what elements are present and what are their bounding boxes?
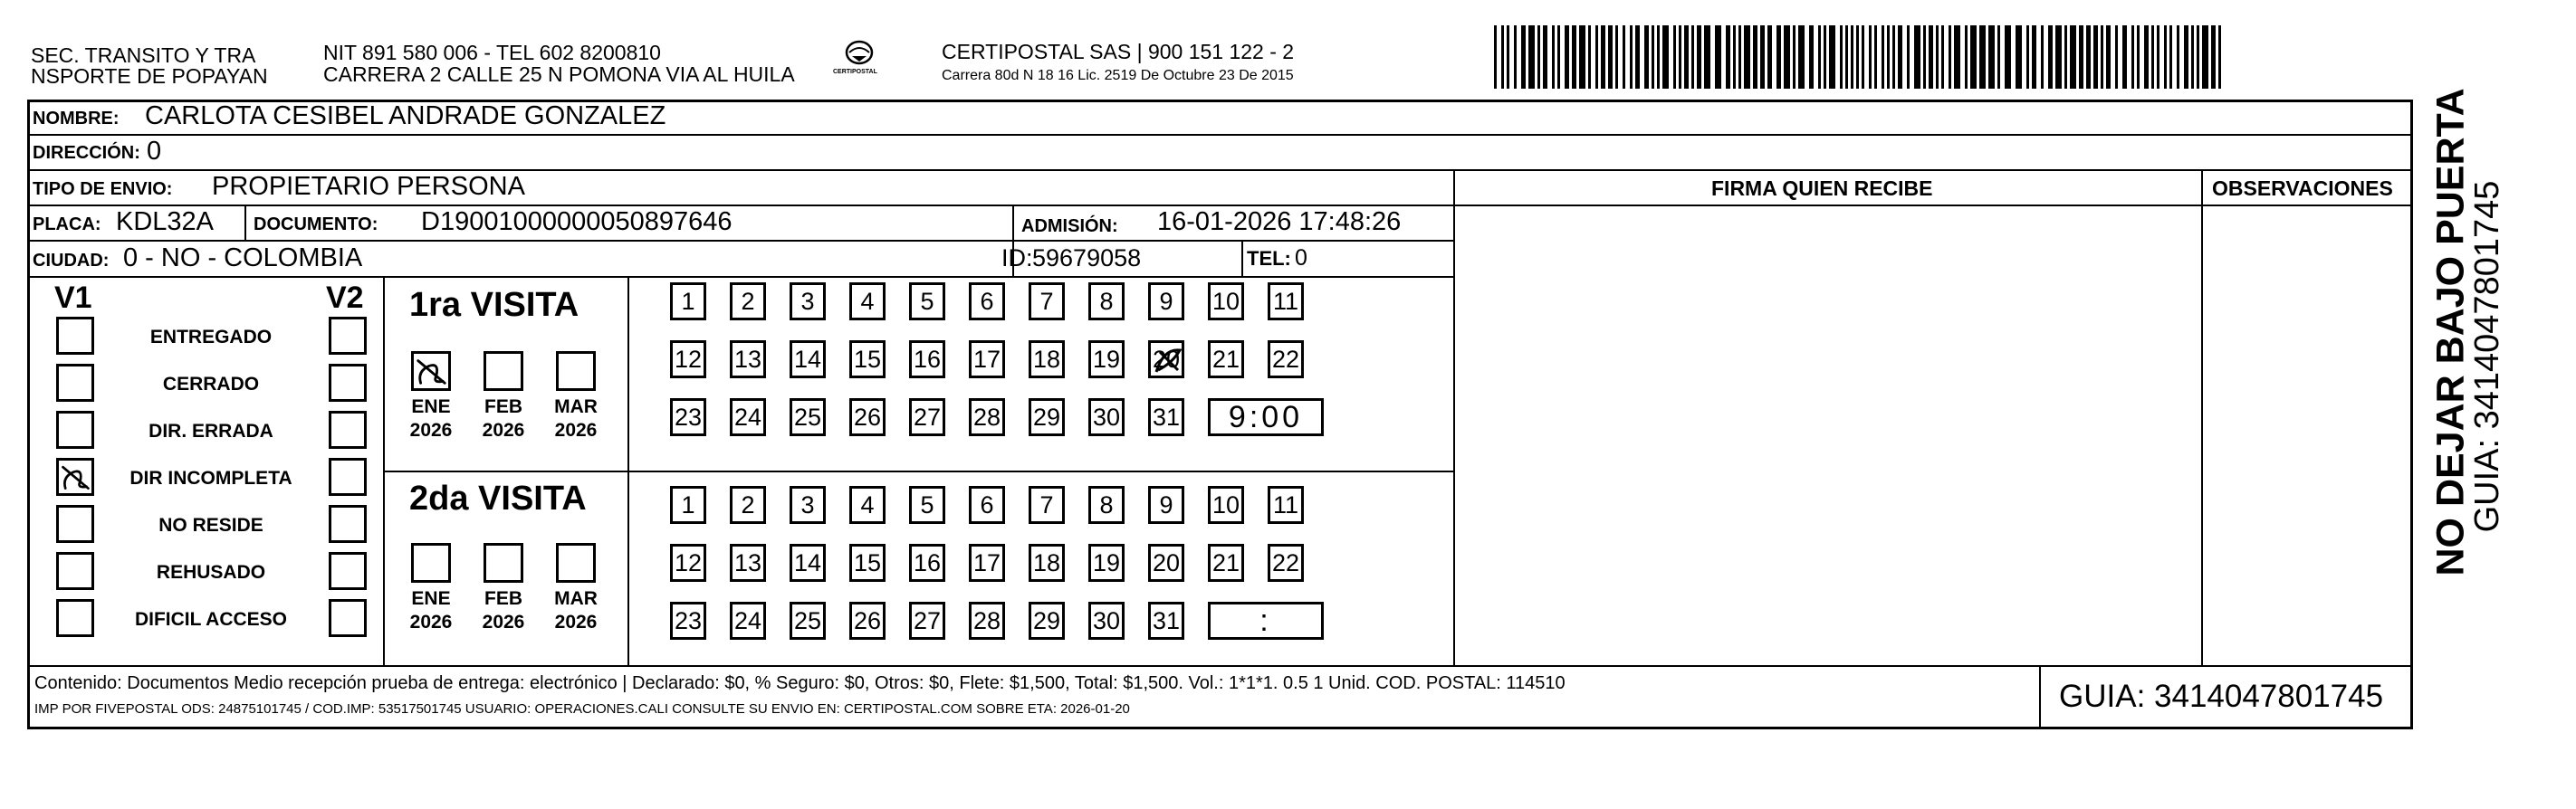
barcode-bar: [1601, 25, 1605, 89]
barcode-bar: [2131, 25, 2134, 89]
ciudad-value: 0 - NO - COLOMBIA: [123, 243, 363, 272]
barcode-bar: [1979, 25, 1986, 89]
barcode-bar: [2070, 25, 2076, 89]
visit1-days: [670, 282, 1422, 468]
barcode-bar: [1824, 25, 1826, 89]
v2-checkbox[interactable]: [329, 364, 367, 402]
month-checkbox[interactable]: [556, 351, 596, 391]
v2-checkbox[interactable]: [329, 552, 367, 590]
v1-checkbox[interactable]: [56, 552, 94, 590]
barcode-bar: [1767, 25, 1772, 89]
barcode-bar: [2157, 25, 2159, 89]
barcode-bar: [1936, 25, 1939, 89]
barcode-bar: [1623, 25, 1625, 89]
month-year: 2026: [482, 420, 525, 441]
barcode-bar: [2101, 25, 2103, 89]
day-box[interactable]: 8: [1088, 282, 1125, 320]
footer-guia: GUIA: 3414047801745: [2059, 679, 2384, 714]
day-box[interactable]: 1: [670, 486, 706, 524]
v1-checkbox[interactable]: [56, 411, 94, 449]
barcode-bar: [1662, 25, 1669, 89]
barcode-bar: [1697, 25, 1701, 89]
day-box[interactable]: 31: [1148, 398, 1184, 436]
barcode-bar: [2026, 25, 2029, 89]
month-checkbox[interactable]: [411, 351, 451, 391]
barcode-bar: [1941, 25, 1944, 89]
logo-caption: CERTIPOSTAL: [833, 69, 877, 75]
visit-time-field[interactable]: 9:00: [1208, 398, 1324, 436]
v1-header: V1: [54, 281, 92, 315]
month-label: MAR: [554, 396, 598, 417]
month-checkbox[interactable]: [411, 543, 451, 583]
visit-time-field[interactable]: :: [1208, 602, 1324, 640]
sender-name-line2: NSPORTE DE POPAYAN: [31, 64, 268, 88]
day-box[interactable]: 19: [1088, 340, 1125, 378]
day-box[interactable]: 8: [1088, 486, 1125, 524]
barcode-bar: [2218, 25, 2221, 89]
barcode-bar: [1862, 25, 1864, 89]
day-box[interactable]: 5: [909, 486, 945, 524]
day-box[interactable]: 4: [849, 486, 886, 524]
day-box[interactable]: 17: [969, 340, 1005, 378]
barcode-bar: [1615, 25, 1618, 89]
barcode-bar: [1501, 25, 1504, 89]
day-box[interactable]: 6: [969, 486, 1005, 524]
month-checkbox[interactable]: [484, 351, 523, 391]
barcode-bar: [1565, 25, 1569, 89]
day-box[interactable]: 20: [1148, 340, 1184, 378]
barcode: [1494, 25, 2228, 89]
status-option-label: CERRADO: [162, 374, 260, 395]
month-year: 2026: [554, 612, 598, 633]
day-box[interactable]: 20: [1148, 544, 1184, 582]
barcode-bar: [2048, 25, 2053, 89]
day-box[interactable]: 3: [790, 486, 826, 524]
barcode-bar: [2202, 25, 2208, 89]
visit1-title: 1ra VISITA: [409, 286, 579, 324]
barcode-bar: [1887, 25, 1890, 89]
barcode-bar: [1733, 25, 1736, 89]
month-year: 2026: [554, 420, 598, 441]
barcode-bar: [1954, 25, 1960, 89]
barcode-bar: [2177, 25, 2179, 89]
barcode-bar: [2137, 25, 2140, 89]
id-label: ID:: [1001, 244, 1033, 271]
barcode-bar: [2122, 25, 2127, 89]
visit2-months: [406, 543, 623, 652]
day-box[interactable]: 27: [909, 398, 945, 436]
day-box[interactable]: 10: [1208, 282, 1244, 320]
side-warning: NO DEJAR BAJO PUERTA: [2428, 88, 2473, 576]
v2-header: V2: [326, 281, 364, 315]
v2-checkbox[interactable]: [329, 599, 367, 637]
day-box[interactable]: 19: [1088, 544, 1125, 582]
barcode-bar: [1845, 25, 1848, 89]
barcode-bar: [1494, 25, 1497, 89]
v1-checkbox[interactable]: [56, 364, 94, 402]
v2-checkbox[interactable]: [329, 411, 367, 449]
barcode-bar: [1809, 25, 1814, 89]
day-box[interactable]: 27: [909, 602, 945, 640]
day-box[interactable]: 26: [849, 602, 886, 640]
barcode-bar: [1630, 25, 1633, 89]
day-box[interactable]: 11: [1268, 282, 1304, 320]
day-box[interactable]: 14: [790, 340, 826, 378]
barcode-bar: [1753, 25, 1757, 89]
barcode-bar: [1744, 25, 1750, 89]
placa-value: KDL32A: [116, 207, 215, 236]
status-options: [53, 317, 378, 652]
barcode-bar: [1997, 25, 2000, 89]
month-label: ENE: [411, 396, 451, 417]
status-option-label: DIFICIL ACCESO: [134, 609, 287, 630]
company-name: CERTIPOSTAL SAS | 900 151 122 - 2: [942, 40, 1295, 63]
barcode-bar: [2191, 25, 2194, 89]
barcode-bar: [1949, 25, 1951, 89]
barcode-bar: [2016, 25, 2022, 89]
day-box[interactable]: 30: [1088, 602, 1125, 640]
barcode-bar: [1988, 25, 1995, 89]
barcode-bar: [1898, 25, 1902, 89]
visit2-title: 2da VISITA: [409, 480, 587, 518]
day-box[interactable]: 29: [1029, 602, 1065, 640]
day-box[interactable]: 18: [1029, 544, 1065, 582]
day-box[interactable]: 13: [730, 544, 766, 582]
v1-checkbox[interactable]: [56, 599, 94, 637]
month-label: MAR: [554, 588, 598, 609]
day-box[interactable]: 6: [969, 282, 1005, 320]
day-box[interactable]: 16: [909, 340, 945, 378]
barcode-bar: [1869, 25, 1872, 89]
barcode-bar: [1579, 25, 1585, 89]
day-box[interactable]: 18: [1029, 340, 1065, 378]
barcode-bar: [1856, 25, 1859, 89]
barcode-bar: [1557, 25, 1560, 89]
barcode-bar: [2144, 25, 2149, 89]
barcode-bar: [1543, 25, 1547, 89]
barcode-bar: [1679, 25, 1681, 89]
barcode-bar: [2106, 25, 2111, 89]
footer-content-line: Contenido: Documentos Medio recepción prueba de entrega: electrónico | Declarado: $0, % Seguro: $0, Otros: $0, Flete: $1,500, Total: $1,500. Vol.: 1*1*1. 0.5 1 Unid. COD. POSTAL: 114510: [34, 673, 1566, 693]
tipo-envio-value: PROPIETARIO PERSONA: [212, 172, 525, 201]
placa-label: PLACA:: [33, 214, 101, 234]
day-box[interactable]: 21: [1208, 544, 1244, 582]
documento-label: DOCUMENTO:: [254, 214, 378, 234]
barcode-bar: [1552, 25, 1555, 89]
day-box[interactable]: 2: [730, 282, 766, 320]
month-label: FEB: [484, 396, 522, 417]
day-box[interactable]: 28: [969, 398, 1005, 436]
day-box[interactable]: 25: [790, 602, 826, 640]
sender-name-line1: SEC. TRANSITO Y TRA: [31, 43, 256, 67]
footer-print-line: IMP POR FIVEPOSTAL ODS: 24875101745 / COD.IMP: 53517501745 USUARIO: OPERACIONES.CALI CONSULTE SU ENVIO EN: CERTIPOSTAL.COM SOBRE ETA: 2026-01-20: [34, 701, 1130, 717]
day-box[interactable]: 5: [909, 282, 945, 320]
barcode-bar: [1528, 25, 1535, 89]
day-box[interactable]: 28: [969, 602, 1005, 640]
v2-checkbox[interactable]: [329, 317, 367, 355]
direccion-value: 0: [147, 137, 162, 166]
barcode-bar: [1738, 25, 1741, 89]
barcode-bar: [1715, 25, 1721, 89]
day-box[interactable]: 14: [790, 544, 826, 582]
day-box[interactable]: 13: [730, 340, 766, 378]
tel-label: TEL:: [1247, 247, 1291, 270]
barcode-bar: [2151, 25, 2154, 89]
barcode-bar: [1760, 25, 1765, 89]
barcode-bar: [2211, 25, 2216, 89]
barcode-bar: [1726, 25, 1730, 89]
visit1-months: [406, 351, 623, 460]
barcode-bar: [1635, 25, 1640, 89]
day-box[interactable]: 3: [790, 282, 826, 320]
ciudad-label: CIUDAD:: [33, 251, 110, 271]
barcode-bar: [1923, 25, 1926, 89]
barcode-bar: [2197, 25, 2199, 89]
admision-label: ADMISIÓN:: [1021, 216, 1118, 236]
observaciones-header: OBSERVACIONES: [2212, 176, 2393, 200]
status-option-label: REHUSADO: [156, 562, 266, 583]
day-box[interactable]: 22: [1268, 544, 1304, 582]
sender-nit: NIT 891 580 006 - TEL 602 8200810: [323, 41, 661, 64]
barcode-bar: [1507, 25, 1509, 89]
day-box[interactable]: 30: [1088, 398, 1125, 436]
day-box[interactable]: 2: [730, 486, 766, 524]
barcode-bar: [1704, 25, 1710, 89]
barcode-bar: [1851, 25, 1853, 89]
day-box[interactable]: 23: [670, 398, 706, 436]
day-box[interactable]: 15: [849, 340, 886, 378]
barcode-bar: [1793, 25, 1796, 89]
day-box[interactable]: 12: [670, 544, 706, 582]
barcode-bar: [2032, 25, 2036, 89]
barcode-bar: [2115, 25, 2118, 89]
side-panel: [2419, 88, 2519, 633]
barcode-bar: [2079, 25, 2083, 89]
certipostal-logo: [833, 36, 882, 81]
barcode-bar: [1588, 25, 1591, 89]
day-box[interactable]: 21: [1208, 340, 1244, 378]
day-box[interactable]: 26: [849, 398, 886, 436]
month-year: 2026: [409, 420, 453, 441]
status-option-label: ENTREGADO: [149, 327, 273, 347]
barcode-bar: [2064, 25, 2067, 89]
barcode-bar: [2093, 25, 2098, 89]
barcode-bar: [2169, 25, 2172, 89]
tipo-envio-label: TIPO DE ENVIO:: [33, 179, 173, 199]
barcode-bar: [1595, 25, 1598, 89]
month-label: ENE: [411, 588, 451, 609]
id-value: 59679058: [1032, 244, 1142, 271]
barcode-bar: [1970, 25, 1977, 89]
company-address: Carrera 80d N 18 16 Lic. 2519 De Octubre 23 De 2015: [942, 68, 1294, 83]
v2-checkbox[interactable]: [329, 505, 367, 543]
barcode-bar: [1684, 25, 1689, 89]
tel-value: 0: [1295, 245, 1307, 271]
day-box[interactable]: 9: [1148, 486, 1184, 524]
barcode-bar: [1829, 25, 1835, 89]
day-box[interactable]: 12: [670, 340, 706, 378]
month-checkbox[interactable]: [484, 543, 523, 583]
day-box[interactable]: 25: [790, 398, 826, 436]
day-box[interactable]: 17: [969, 544, 1005, 582]
day-box[interactable]: 7: [1029, 282, 1065, 320]
barcode-bar: [2184, 25, 2188, 89]
barcode-bar: [2086, 25, 2091, 89]
barcode-bar: [1892, 25, 1895, 89]
status-option-label: NO RESIDE: [158, 515, 263, 536]
month-label: FEB: [484, 588, 522, 609]
day-box[interactable]: 1: [670, 282, 706, 320]
day-box[interactable]: 24: [730, 398, 766, 436]
status-option-label: DIR. ERRADA: [148, 421, 273, 442]
v1-checkbox[interactable]: [56, 505, 94, 543]
v1-checkbox[interactable]: [56, 458, 94, 496]
barcode-bar: [1673, 25, 1676, 89]
day-box[interactable]: 10: [1208, 486, 1244, 524]
day-box[interactable]: 23: [670, 602, 706, 640]
day-box[interactable]: 7: [1029, 486, 1065, 524]
barcode-bar: [1572, 25, 1576, 89]
day-box[interactable]: 22: [1268, 340, 1304, 378]
v2-checkbox[interactable]: [329, 458, 367, 496]
barcode-bar: [1652, 25, 1654, 89]
barcode-bar: [1818, 25, 1821, 89]
v1-checkbox[interactable]: [56, 317, 94, 355]
barcode-bar: [1929, 25, 1933, 89]
day-box[interactable]: 16: [909, 544, 945, 582]
barcode-bar: [2041, 25, 2044, 89]
direccion-label: DIRECCIÓN:: [33, 143, 140, 163]
month-year: 2026: [409, 612, 453, 633]
barcode-bar: [1965, 25, 1968, 89]
month-checkbox[interactable]: [556, 543, 596, 583]
barcode-bar: [1691, 25, 1694, 89]
barcode-bar: [1907, 25, 1910, 89]
day-box[interactable]: 9: [1148, 282, 1184, 320]
documento-value: D19001000000050897646: [421, 207, 733, 236]
barcode-bar: [1784, 25, 1790, 89]
month-year: 2026: [482, 612, 525, 633]
barcode-bar: [2005, 25, 2011, 89]
admision-value: 16-01-2026 17:48:26: [1157, 207, 1402, 236]
day-box[interactable]: 29: [1029, 398, 1065, 436]
status-option-label: DIR INCOMPLETA: [129, 468, 292, 489]
firma-header: FIRMA QUIEN RECIBE: [1711, 176, 1933, 200]
barcode-bar: [1914, 25, 1920, 89]
day-box[interactable]: 31: [1148, 602, 1184, 640]
sender-address: CARRERA 2 CALLE 25 N POMONA VIA AL HUILA: [323, 62, 795, 86]
day-box[interactable]: 11: [1268, 486, 1304, 524]
day-box[interactable]: 4: [849, 282, 886, 320]
barcode-bar: [1657, 25, 1660, 89]
barcode-bar: [1840, 25, 1843, 89]
barcode-bar: [2164, 25, 2167, 89]
nombre-label: NOMBRE:: [33, 109, 120, 128]
nombre-value: CARLOTA CESIBEL ANDRADE GONZALEZ: [145, 101, 666, 130]
side-guia: GUIA: 3414047801745: [2468, 180, 2506, 533]
day-box[interactable]: 15: [849, 544, 886, 582]
barcode-bar: [1644, 25, 1649, 89]
barcode-bar: [2055, 25, 2062, 89]
day-box[interactable]: 24: [730, 602, 766, 640]
barcode-bar: [1608, 25, 1613, 89]
barcode-bar: [1882, 25, 1884, 89]
barcode-bar: [1874, 25, 1877, 89]
barcode-bar: [1514, 25, 1517, 89]
barcode-bar: [1776, 25, 1781, 89]
barcode-bar: [1537, 25, 1540, 89]
barcode-bar: [1798, 25, 1805, 89]
visit2-days: [670, 486, 1422, 671]
barcode-bar: [1521, 25, 1526, 89]
